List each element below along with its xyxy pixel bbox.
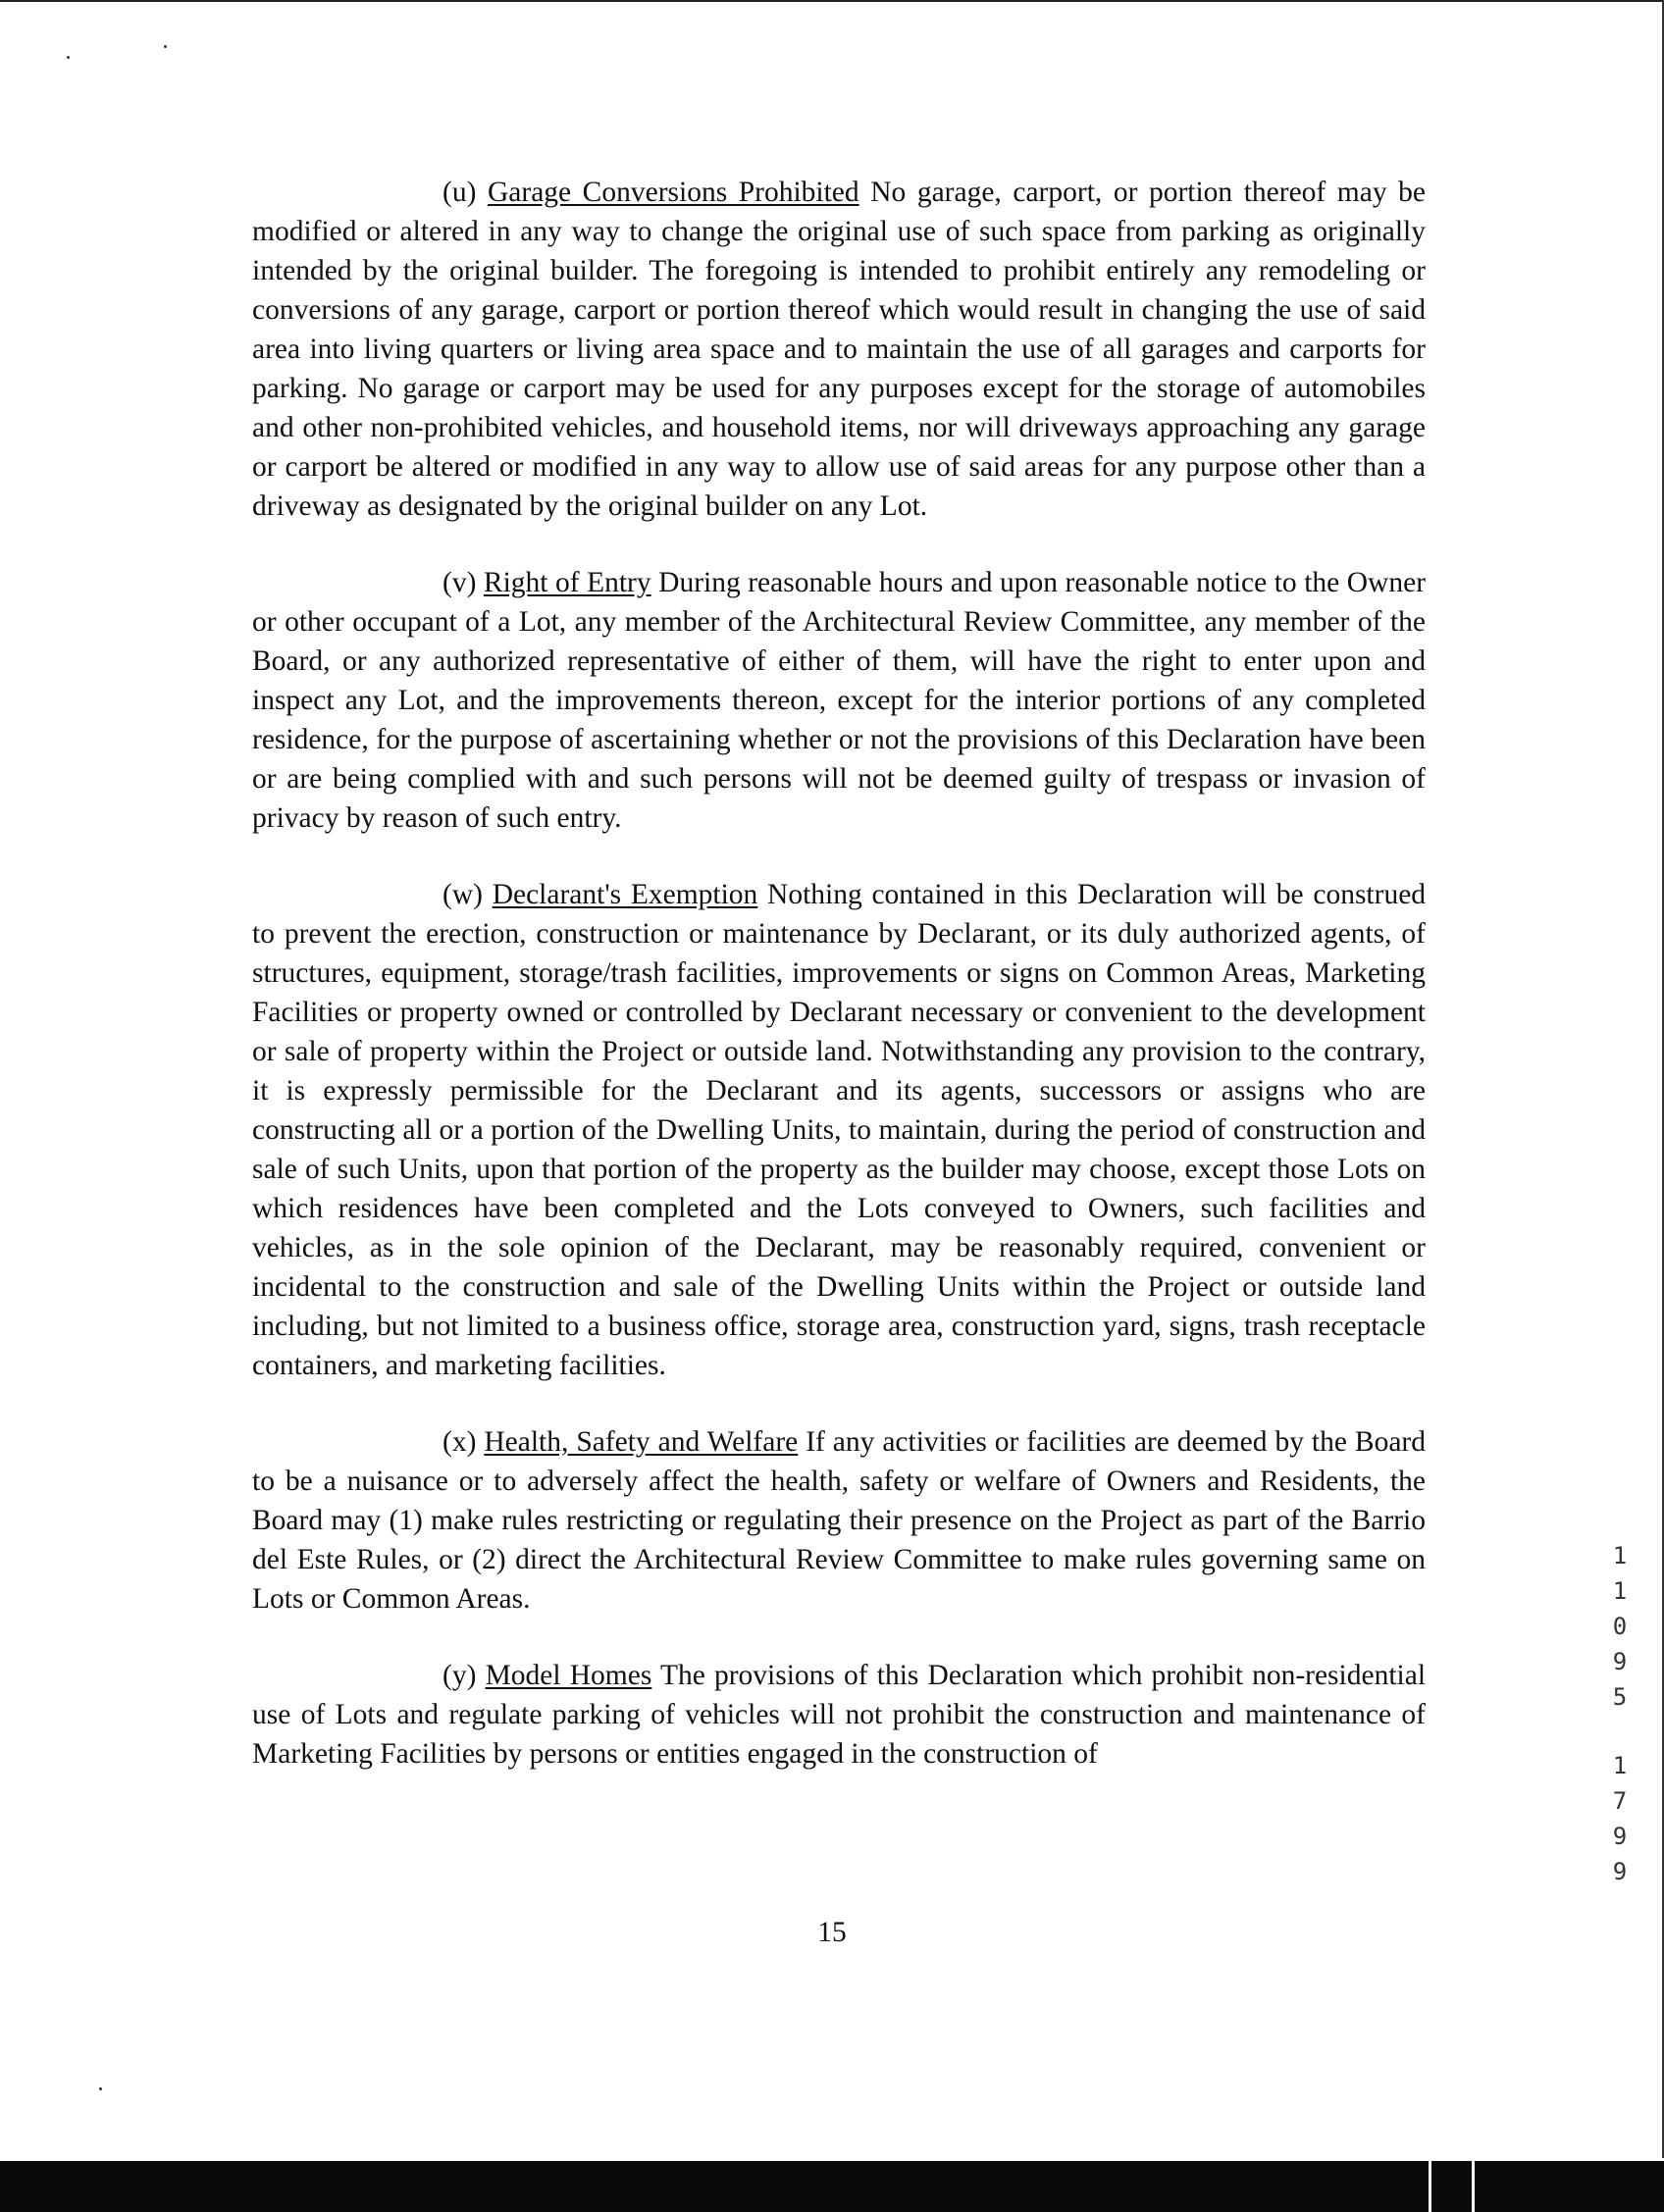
scan-speck — [99, 2087, 102, 2090]
paragraph-y — [252, 1656, 1426, 1774]
paragraph-text: During reasonable hours and upon reasonable notice to the Owner or other occupant of a Lot, any member of the Architectural Review Committee, any member of the Board, or any authorized representative of either of them, will have the right to enter upon and inspect any Lot, and the improvements thereon, except for the interior portions of any completed residence, for the purpose of ascertaining whether or not the provisions of this Declaration have been or are being complied with and such persons will not be deemed guilty of trespass or invasion of privacy by reason of such entry. — [252, 567, 1427, 834]
section-heading: Model Homes — [485, 1660, 652, 1691]
paragraph-label: (v) — [442, 567, 477, 598]
margin-stamp-line-1: 11095 — [1612, 1542, 1628, 1711]
paragraph-text: If any activities or facilities are deemed by the Board to be a nuisance or to adversely affect the health, safety or welfare of Owners and Residents, the Board may (1) make rules restricting or regulating their presence on the Project as part of the Barrio del Este Rules, or (2) direct the Architectural Review Committee to make rules governing same on Lots or Common Areas. — [252, 1426, 1426, 1615]
margin-stamp-line-2: 1799 — [1612, 1752, 1628, 1885]
scan-bottom-band — [0, 2161, 1664, 2212]
paragraph-v — [252, 563, 1426, 838]
paragraph-label: (w) — [442, 879, 483, 910]
scan-speck — [164, 45, 167, 48]
scan-band-gap — [1472, 2161, 1475, 2212]
section-heading: Right of Entry — [483, 567, 651, 598]
paragraph-text: The provisions of this Declaration which prohibit non-residential use of Lots and regulate parking of vehicles will not prohibit the construction and maintenance of Marketing Facilities by persons or entities engaged in the construction of — [252, 1660, 1427, 1770]
scan-speck — [67, 56, 70, 59]
paragraph-u — [252, 173, 1426, 526]
paragraph-text: No garage, carport, or portion thereof may be modified or altered in any way to change the original use of such space from parking as originally intended by the original builder. The foregoing is intended to prohibit entirely any remodeling or conversions of any garage, carport or portion thereof which would result in changing the use of said area into living quarters or living area space and to maintain the use of all garages and carports for parking. No garage or carport may be used for any purposes except for the storage of automobiles and other non-prohibited vehicles, and household items, nor will driveways approaching any garage or carport be altered or modified in any way to allow use of said areas for any purpose other than a driveway as designated by the original builder on any Lot. — [252, 177, 1426, 522]
scan-top-edge — [0, 0, 1664, 2]
paragraph-w — [252, 875, 1426, 1385]
section-heading: Garage Conversions Prohibited — [487, 177, 859, 208]
document-body — [252, 173, 1426, 1811]
section-heading: Declarant's Exemption — [492, 879, 758, 910]
paragraph-label: (u) — [442, 177, 477, 208]
paragraph-text: Nothing contained in this Declaration will be construed to prevent the erection, construction or maintenance by Declarant, or its duly authorized agents, of structures, equipment, storage/trash facilities, improvements or signs on Common Areas, Marketing Facilities or property owned or controlled by Declarant necessary or convenient to the development or sale of property within the Project or outside land. Notwithstanding any provision to the contrary, it is expressly permissible for the Declarant and its agents, successors or assigns who are constructing all or a portion of the Dwelling Units, to maintain, during the period of construction and sale of such Units, upon that portion of the property as the builder may choose, except those Lots on which residences have been completed and the Lots conveyed to Owners, such facilities and vehicles, as in the sole opinion of the Declarant, may be reasonably required, convenient or incidental to the construction and sale of the Dwelling Units within the Project or outside land including, but not limited to a business office, storage area, construction yard, signs, trash receptacle containers, and marketing facilities. — [252, 879, 1427, 1381]
section-heading: Health, Safety and Welfare — [484, 1426, 799, 1458]
scan-band-gap — [1429, 2161, 1431, 2212]
paragraph-label: (x) — [442, 1426, 477, 1458]
paragraph-x — [252, 1422, 1426, 1619]
page-number: 15 — [817, 1917, 847, 1948]
paragraph-label: (y) — [442, 1660, 477, 1691]
